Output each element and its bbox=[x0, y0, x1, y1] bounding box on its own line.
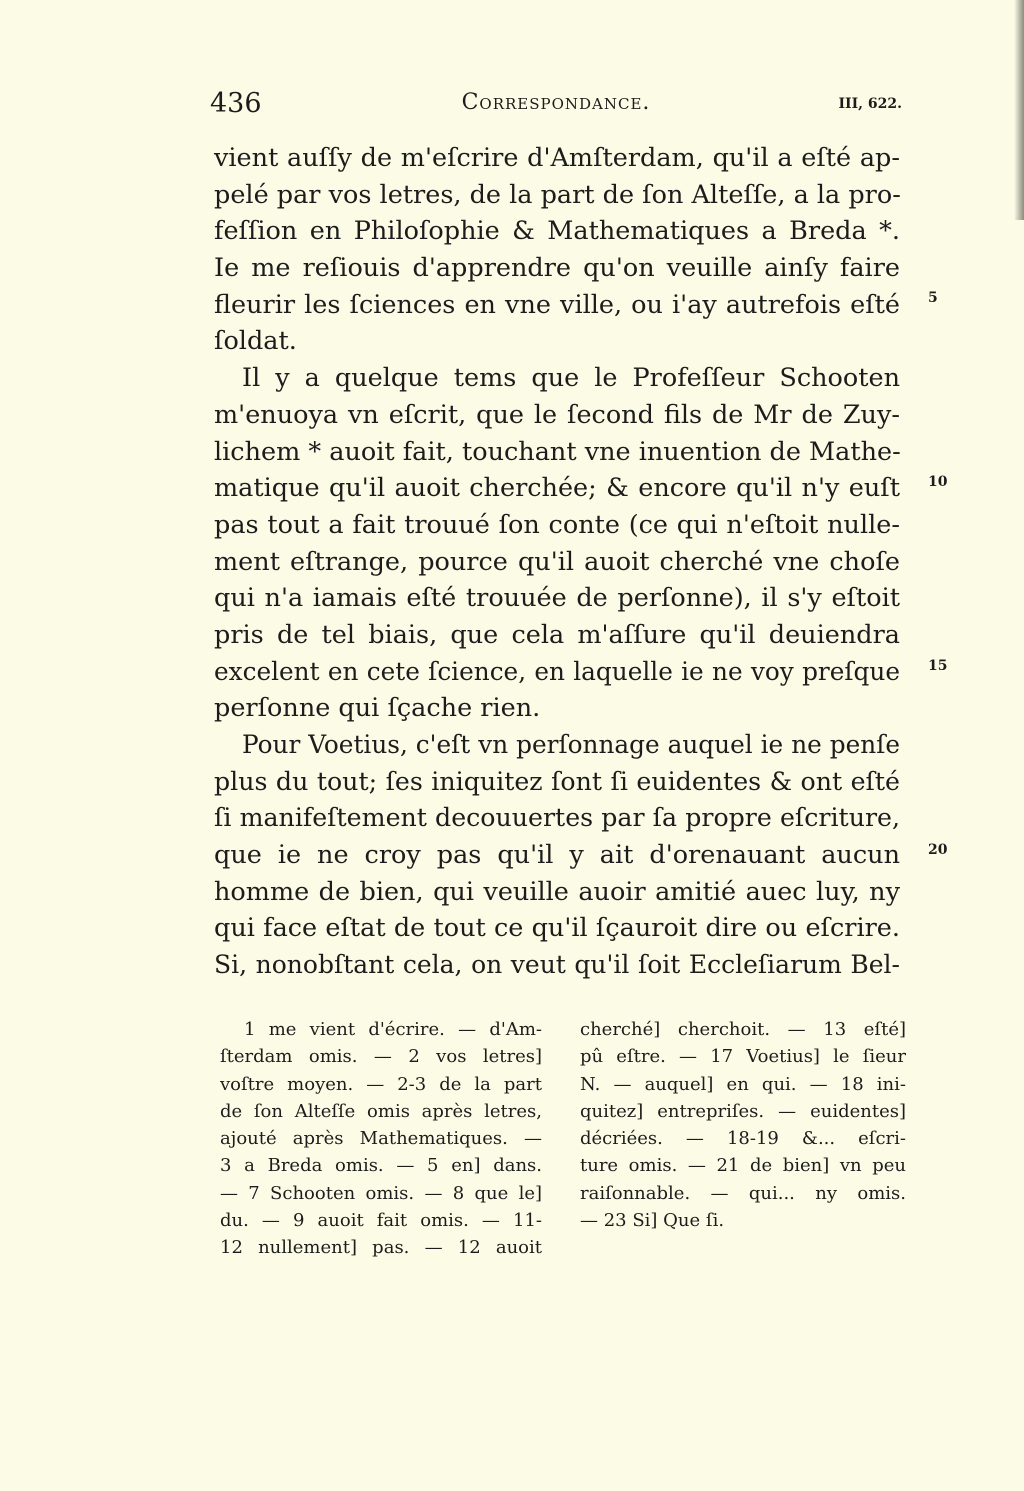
footnote-line: 1 me vient d'écrire. — d'Am- bbox=[244, 1019, 542, 1040]
text-line: Si, nonobſtant cela, on veut qu'il ſoit Eccleſiarum Bel- bbox=[214, 950, 900, 980]
footnote-line: — 23 Si] Que ſi. bbox=[580, 1210, 725, 1232]
footnote-line: du. — 9 auoit fait omis. — 11- bbox=[220, 1210, 542, 1232]
text-line: m'enuoya vn eſcrit, que le ſecond fils de Mr de Zuy- bbox=[214, 399, 900, 430]
text-line: homme de bien, qui veuille auoir amitié auec luy, ny bbox=[214, 876, 900, 907]
text-line: plus du tout; ſes iniquitez ſont ſi euidentes & ont eſté bbox=[214, 766, 900, 796]
text-line: feſſion en Philoſophie & Mathematiques a Breda *. bbox=[214, 216, 900, 247]
volume-reference: III, 622. bbox=[838, 96, 902, 112]
text-line: qui n'a iamais eſté trouuée de perſonne), il s'y eſtoit bbox=[214, 583, 900, 614]
footnote-line: 3 a Breda omis. — 5 en] dans. bbox=[220, 1155, 542, 1177]
footnote-line: raiſonnable. — qui... ny omis. bbox=[580, 1182, 906, 1204]
page-edge-shadow bbox=[1014, 0, 1024, 220]
text-line: ſoldat. bbox=[214, 326, 297, 357]
text-line: Pour Voetius, c'eſt vn perſonnage auquel ie ne penſe bbox=[242, 730, 900, 759]
footnote-line: de ſon Alteſſe omis après letres, bbox=[220, 1100, 542, 1122]
footnote-line: pû eſtre. — 17 Voetius] le ſieur bbox=[580, 1046, 906, 1068]
text-line: matique qu'il auoit cherchée; & encore qu'il n'y euſt bbox=[214, 473, 900, 504]
text-line: Il y a quelque tems que le Profeſſeur Schooten bbox=[242, 363, 900, 394]
text-line: qui face eſtat de tout ce qu'il ſçauroit dire ou eſcrire. bbox=[214, 913, 900, 944]
text-line: fleurir les ſciences en vne ville, ou i'ay autrefois eſté bbox=[214, 289, 900, 320]
text-line: pris de tel biais, que cela m'aſſure qu'il deuiendra bbox=[214, 619, 900, 650]
line-number: 10 bbox=[928, 474, 948, 490]
footnote-line: N. — auquel] en qui. — 18 ini- bbox=[580, 1073, 906, 1095]
footnote-line: ſterdam omis. — 2 vos letres] bbox=[220, 1046, 542, 1068]
footnotes-left-column bbox=[220, 1016, 542, 1262]
page-number: 436 bbox=[210, 88, 262, 119]
text-line: que ie ne croy pas qu'il y ait d'orenauant aucun bbox=[214, 840, 900, 871]
footnote-line: voſtre moyen. — 2-3 de la part bbox=[220, 1073, 542, 1095]
footnote-line: ajouté après Mathematiques. — bbox=[220, 1128, 542, 1150]
text-line: excelent en cete ſcience, en laquelle ie ne voy preſque bbox=[214, 656, 900, 686]
page-header bbox=[210, 88, 902, 128]
footnote-line: décriées. — 18-19 &... eſcri- bbox=[580, 1128, 906, 1150]
footnote-line: quitez] entrepriſes. — euidentes] bbox=[580, 1100, 906, 1122]
main-text bbox=[214, 140, 948, 984]
line-number: 15 bbox=[928, 658, 948, 674]
text-line: lichem * auoit fait, touchant vne inuention de Mathe- bbox=[214, 436, 901, 467]
running-title: Correspondance. bbox=[461, 90, 651, 115]
line-number: 20 bbox=[928, 842, 948, 858]
text-line: vient auſſy de m'eſcrire d'Amſterdam, qu'il a eſté ap- bbox=[214, 143, 900, 173]
text-line: perſonne qui ſçache rien. bbox=[214, 693, 541, 724]
text-line: ment eſtrange, pource qu'il auoit cherché vne choſe bbox=[214, 546, 900, 577]
text-line: pas tout a fait trouué ſon conte (ce qui n'eſtoit nulle- bbox=[214, 509, 900, 540]
footnote-line: — 7 Schooten omis. — 8 que le] bbox=[220, 1182, 542, 1204]
footnotes-right-column bbox=[580, 1016, 906, 1234]
footnote-line: 12 nullement] pas. — 12 auoit bbox=[220, 1237, 542, 1259]
text-line: ſi manifeſtement decouuertes par ſa propre eſcriture, bbox=[214, 803, 900, 833]
text-line: pelé par vos letres, de la part de ſon Alteſſe, a la pro- bbox=[214, 179, 901, 210]
text-line: Ie me reſiouis d'apprendre qu'on veuille ainſy faire bbox=[214, 253, 900, 284]
footnote-line: cherché] cherchoit. — 13 eſté] bbox=[580, 1019, 906, 1040]
line-number: 5 bbox=[928, 290, 938, 306]
footnote-line: ture omis. — 21 de bien] vn peu bbox=[580, 1155, 906, 1177]
